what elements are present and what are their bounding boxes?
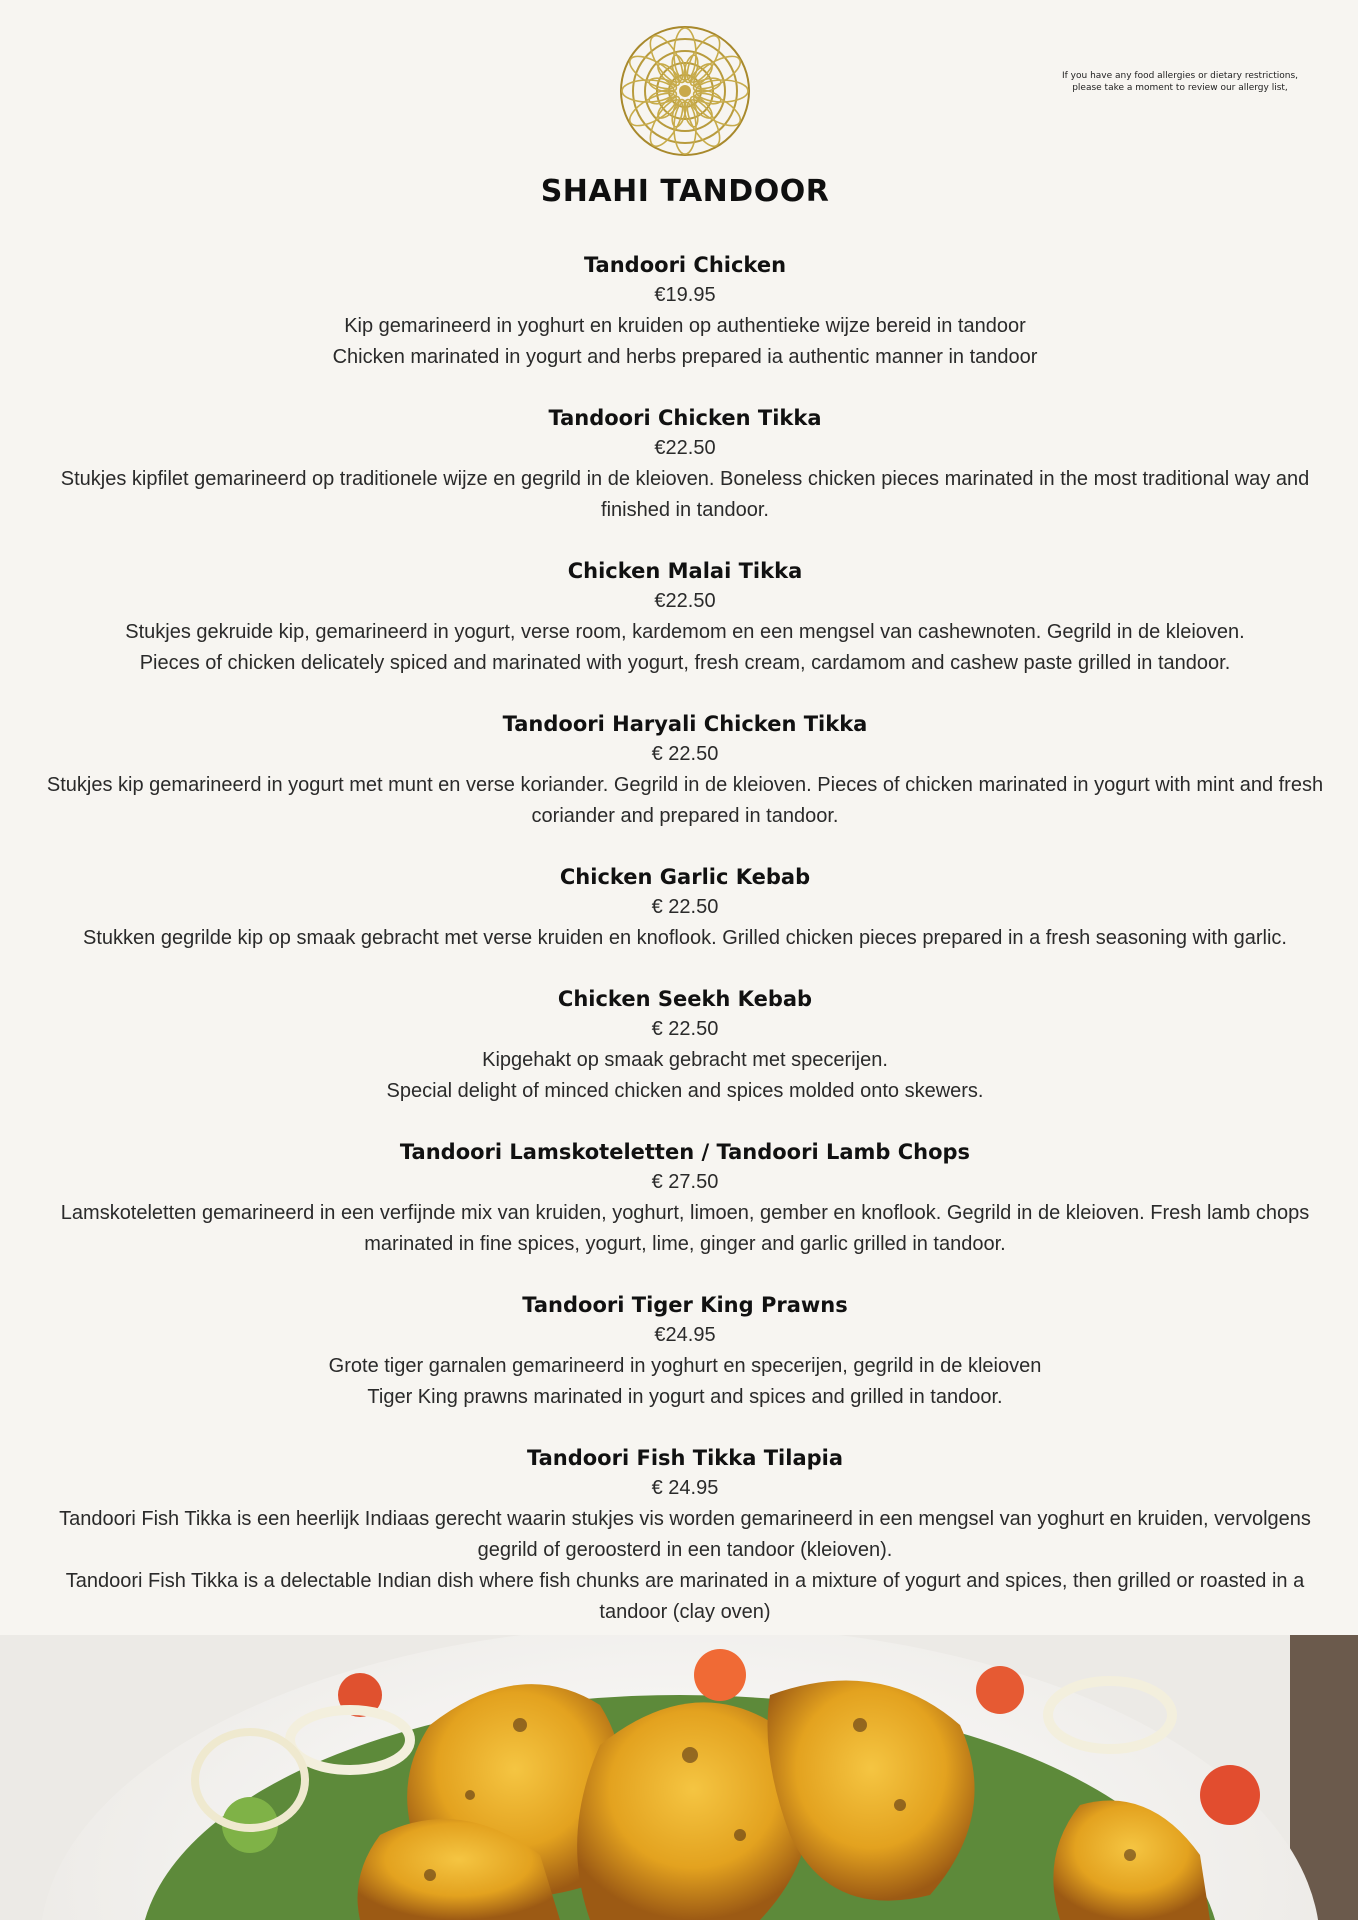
menu-item-name: Tandoori Chicken <box>583 253 787 277</box>
menu-item <box>30 250 1340 373</box>
menu-item-description: Stukken gegrilde kip op smaak gebracht met verse kruiden en knoflook. Grilled chicken pieces prepared in a fresh seasoning with garlic. <box>83 927 1287 949</box>
menu-item <box>30 862 1340 954</box>
allergy-note: If you have any food allergies or dietary restrictions, please take a moment to review our allergy list, <box>1061 71 1299 93</box>
menu-list <box>30 250 1340 1658</box>
menu-item-description: Grote tiger garnalen gemarineerd in yoghurt en specerijen, gegrild in de kleioven <box>328 1355 1042 1377</box>
menu-item-name: Chicken Malai Tikka <box>567 559 803 583</box>
menu-item-name: Tandoori Tiger King Prawns <box>522 1293 848 1317</box>
menu-item-name: Chicken Seekh Kebab <box>557 987 813 1011</box>
menu-item <box>30 403 1340 526</box>
menu-item-description: Stukjes gekruide kip, gemarineerd in yogurt, verse room, kardemom en een mengsel van cashewnoten. Gegrild in de kleioven. <box>125 621 1245 643</box>
menu-item-name: Tandoori Chicken Tikka <box>548 406 822 430</box>
page-title: SHAHI TANDOOR <box>540 174 830 209</box>
menu-item-description: Special delight of minced chicken and spices molded onto skewers. <box>386 1080 984 1102</box>
menu-item-price: € 24.95 <box>651 1477 719 1499</box>
menu-item-price: € 22.50 <box>651 1018 719 1040</box>
menu-item-name: Tandoori Haryali Chicken Tikka <box>502 712 868 736</box>
menu-item-description: Tandoori Fish Tikka is a delectable Indian dish where fish chunks are marinated in a mixture of yogurt and spices, then grilled or roasted in a tandoor (clay oven) <box>65 1570 1305 1623</box>
menu-item-price: €22.50 <box>654 590 716 612</box>
menu-item-description: Stukjes kipfilet gemarineerd op traditionele wijze en gegrild in de kleioven. Boneless chicken pieces marinated in the most traditional way and finished in tandoor. <box>60 468 1310 521</box>
mandala-logo-icon <box>612 18 758 164</box>
menu-item-price: € 27.50 <box>651 1171 719 1193</box>
menu-item-description: Lamskoteletten gemarineerd in een verfijnde mix van kruiden, yoghurt, limoen, gember en knoflook. Gegrild in de kleioven. Fresh lamb chops marinated in fine spices, yogurt, lime, ginger and garlic grilled in tandoor. <box>60 1202 1310 1255</box>
menu-item-description: Tandoori Fish Tikka is een heerlijk Indiaas gerecht waarin stukjes vis worden gemarineerd in een mengsel van yoghurt en kruiden, vervolgens gegrild of geroosterd in een tandoor (kleioven). <box>59 1508 1311 1561</box>
menu-item <box>30 556 1340 679</box>
food-photo <box>0 1635 1358 1920</box>
menu-item-name: Chicken Garlic Kebab <box>559 865 811 889</box>
menu-item <box>30 709 1340 832</box>
menu-item-description: Tiger King prawns marinated in yogurt and spices and grilled in tandoor. <box>367 1386 1003 1408</box>
menu-item-price: €22.50 <box>654 437 716 459</box>
menu-item-price: €19.95 <box>654 284 716 306</box>
menu-item-price: € 22.50 <box>651 743 719 765</box>
menu-item-description: Stukjes kip gemarineerd in yogurt met munt en verse koriander. Gegrild in de kleioven. Pieces of chicken marinated in yogurt with mint and fresh coriander and prepared in tandoor. <box>46 774 1324 827</box>
menu-item-description: Kipgehakt op smaak gebracht met specerijen. <box>482 1049 888 1071</box>
menu-item <box>30 1290 1340 1413</box>
menu-item <box>30 1443 1340 1628</box>
menu-item-name: Tandoori Fish Tikka Tilapia <box>526 1446 844 1470</box>
menu-item-description: Pieces of chicken delicately spiced and marinated with yogurt, fresh cream, cardamom and cashew paste grilled in tandoor. <box>139 652 1231 674</box>
menu-item-price: €24.95 <box>654 1324 716 1346</box>
menu-item-description: Chicken marinated in yogurt and herbs prepared ia authentic manner in tandoor <box>332 346 1038 368</box>
menu-item <box>30 984 1340 1107</box>
menu-item-description: Kip gemarineerd in yoghurt en kruiden op authentieke wijze bereid in tandoor <box>344 315 1026 337</box>
menu-item <box>30 1137 1340 1260</box>
menu-item-name: Tandoori Lamskoteletten / Tandoori Lamb Chops <box>399 1140 971 1164</box>
menu-item-price: € 22.50 <box>651 896 719 918</box>
